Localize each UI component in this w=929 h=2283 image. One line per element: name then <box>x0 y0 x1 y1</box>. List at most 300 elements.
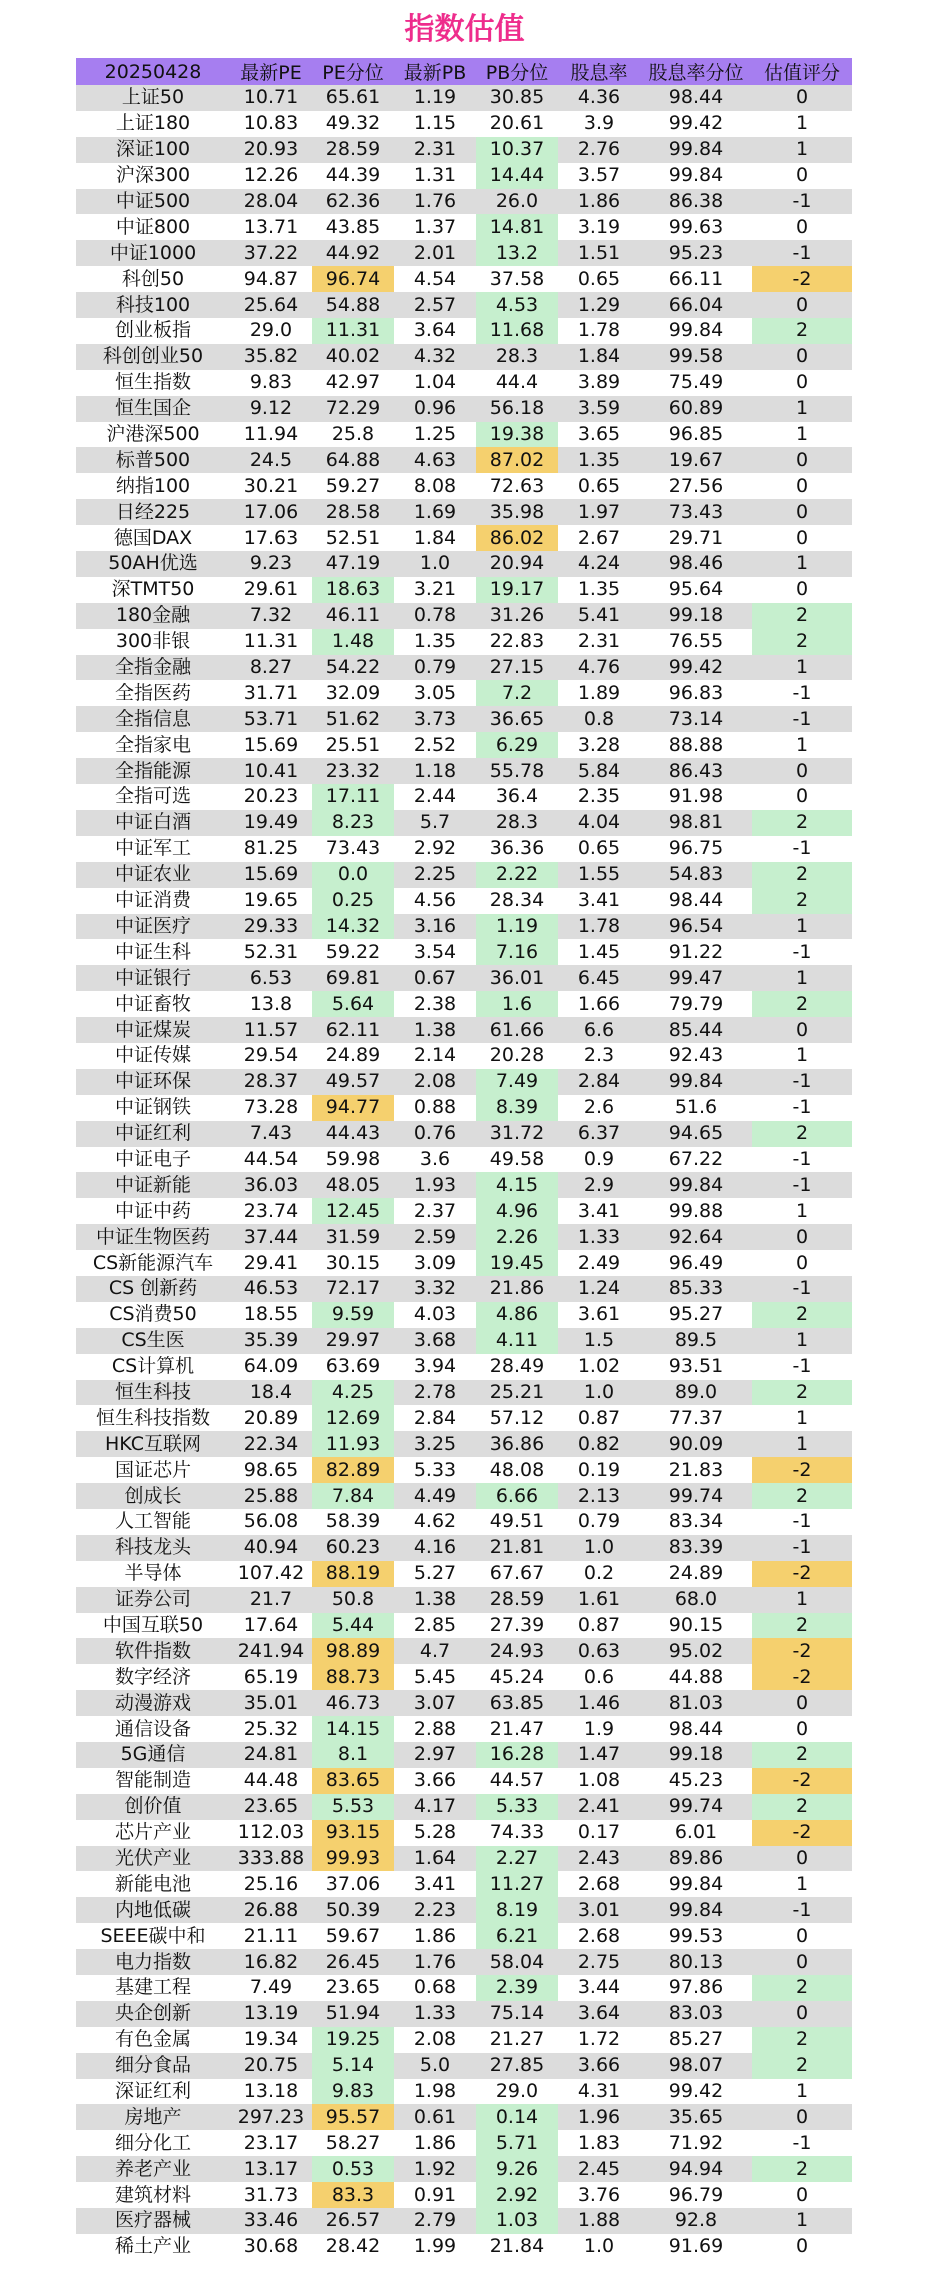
cell-latest-pe: 24.81 <box>230 1742 312 1768</box>
cell-index-name: 中证消费 <box>76 888 230 914</box>
cell-latest-pb: 4.54 <box>394 266 476 292</box>
cell-latest-pb: 2.97 <box>394 1742 476 1768</box>
cell-dividend-yield: 3.01 <box>558 1897 640 1923</box>
cell-pe-percentile: 8.23 <box>312 810 394 836</box>
cell-dividend-yield: 2.35 <box>558 784 640 810</box>
cell-dividend-yield: 3.44 <box>558 1975 640 2001</box>
cell-pb-percentile: 27.85 <box>476 2053 558 2079</box>
cell-valuation-score: 2 <box>752 862 852 888</box>
cell-pb-percentile: 8.19 <box>476 1897 558 1923</box>
cell-valuation-score: -1 <box>752 939 852 965</box>
cell-dividend-yield: 2.76 <box>558 137 640 163</box>
cell-valuation-score: -1 <box>752 1354 852 1380</box>
cell-pb-percentile: 63.85 <box>476 1690 558 1716</box>
cell-valuation-score: -1 <box>752 1276 852 1302</box>
cell-latest-pe: 20.89 <box>230 1405 312 1431</box>
cell-latest-pb: 1.76 <box>394 1949 476 1975</box>
cell-latest-pe: 19.65 <box>230 888 312 914</box>
cell-dividend-percentile: 99.84 <box>640 1069 752 1095</box>
cell-pb-percentile: 13.2 <box>476 240 558 266</box>
table-row <box>76 525 852 551</box>
cell-dividend-percentile: 95.02 <box>640 1638 752 1664</box>
cell-index-name: 恒生科技 <box>76 1380 230 1406</box>
cell-dividend-percentile: 24.89 <box>640 1561 752 1587</box>
cell-index-name: 有色金属 <box>76 2027 230 2053</box>
cell-pb-percentile: 36.65 <box>476 706 558 732</box>
cell-pe-percentile: 44.39 <box>312 163 394 189</box>
cell-index-name: 细分食品 <box>76 2053 230 2079</box>
cell-pe-percentile: 40.02 <box>312 344 394 370</box>
cell-dividend-yield: 0.65 <box>558 266 640 292</box>
cell-latest-pb: 3.73 <box>394 706 476 732</box>
cell-pe-percentile: 82.89 <box>312 1457 394 1483</box>
cell-latest-pb: 4.03 <box>394 1302 476 1328</box>
table-row <box>76 888 852 914</box>
cell-pe-percentile: 99.93 <box>312 1846 394 1872</box>
table-row <box>76 85 852 111</box>
cell-valuation-score: 0 <box>752 1923 852 1949</box>
cell-index-name: 新能电池 <box>76 1871 230 1897</box>
cell-pb-percentile: 28.3 <box>476 810 558 836</box>
cell-dividend-percentile: 21.83 <box>640 1457 752 1483</box>
table-row <box>76 2027 852 2053</box>
cell-latest-pb: 1.38 <box>394 1587 476 1613</box>
table-body <box>76 85 852 2260</box>
cell-valuation-score: -2 <box>752 1561 852 1587</box>
cell-valuation-score: 0 <box>752 1224 852 1250</box>
cell-latest-pe: 10.71 <box>230 85 312 111</box>
cell-pe-percentile: 59.27 <box>312 473 394 499</box>
cell-dividend-yield: 6.37 <box>558 1121 640 1147</box>
cell-dividend-percentile: 99.88 <box>640 1198 752 1224</box>
cell-latest-pb: 2.23 <box>394 1897 476 1923</box>
cell-dividend-yield: 2.6 <box>558 1095 640 1121</box>
cell-index-name: 智能制造 <box>76 1768 230 1794</box>
cell-latest-pb: 2.01 <box>394 240 476 266</box>
cell-latest-pe: 35.82 <box>230 344 312 370</box>
cell-dividend-yield: 3.41 <box>558 1198 640 1224</box>
cell-valuation-score: 0 <box>752 2182 852 2208</box>
cell-pe-percentile: 98.89 <box>312 1638 394 1664</box>
cell-valuation-score: 0 <box>752 2104 852 2130</box>
cell-index-name: 光伏产业 <box>76 1846 230 1872</box>
table-row <box>76 344 852 370</box>
cell-pb-percentile: 28.49 <box>476 1354 558 1380</box>
cell-latest-pb: 1.38 <box>394 1017 476 1043</box>
cell-latest-pb: 2.25 <box>394 862 476 888</box>
cell-latest-pb: 2.88 <box>394 1716 476 1742</box>
cell-pb-percentile: 10.37 <box>476 137 558 163</box>
cell-dividend-yield: 1.0 <box>558 1380 640 1406</box>
table-row <box>76 1172 852 1198</box>
cell-latest-pe: 44.48 <box>230 1768 312 1794</box>
cell-pe-percentile: 28.59 <box>312 137 394 163</box>
cell-dividend-percentile: 90.15 <box>640 1613 752 1639</box>
cell-index-name: 中证1000 <box>76 240 230 266</box>
cell-latest-pe: 29.33 <box>230 914 312 940</box>
cell-dividend-percentile: 99.42 <box>640 2079 752 2105</box>
cell-pb-percentile: 36.36 <box>476 836 558 862</box>
cell-dividend-percentile: 86.43 <box>640 758 752 784</box>
cell-index-name: 300非银 <box>76 629 230 655</box>
cell-dividend-yield: 2.45 <box>558 2156 640 2182</box>
cell-dividend-percentile: 95.23 <box>640 240 752 266</box>
cell-pb-percentile: 35.98 <box>476 499 558 525</box>
cell-dividend-percentile: 27.56 <box>640 473 752 499</box>
table-row <box>76 1069 852 1095</box>
table-row <box>76 1276 852 1302</box>
cell-dividend-yield: 1.08 <box>558 1768 640 1794</box>
cell-pb-percentile: 29.0 <box>476 2079 558 2105</box>
cell-dividend-yield: 2.41 <box>558 1794 640 1820</box>
cell-index-name: 中证电子 <box>76 1147 230 1173</box>
cell-latest-pe: 107.42 <box>230 1561 312 1587</box>
cell-pe-percentile: 5.14 <box>312 2053 394 2079</box>
cell-index-name: 半导体 <box>76 1561 230 1587</box>
cell-dividend-percentile: 44.88 <box>640 1664 752 1690</box>
cell-pe-percentile: 62.11 <box>312 1017 394 1043</box>
cell-latest-pe: 10.41 <box>230 758 312 784</box>
cell-pe-percentile: 54.22 <box>312 655 394 681</box>
cell-latest-pe: 23.17 <box>230 2130 312 2156</box>
cell-pe-percentile: 11.93 <box>312 1431 394 1457</box>
cell-valuation-score: 1 <box>752 2079 852 2105</box>
cell-pe-percentile: 62.36 <box>312 189 394 215</box>
cell-dividend-yield: 0.87 <box>558 1613 640 1639</box>
table-row <box>76 2053 852 2079</box>
cell-index-name: 上证180 <box>76 111 230 137</box>
cell-pe-percentile: 9.83 <box>312 2079 394 2105</box>
cell-dividend-yield: 0.6 <box>558 1664 640 1690</box>
cell-dividend-percentile: 89.86 <box>640 1846 752 1872</box>
cell-latest-pe: 10.83 <box>230 111 312 137</box>
cell-latest-pe: 23.74 <box>230 1198 312 1224</box>
table-row <box>76 214 852 240</box>
cell-valuation-score: -2 <box>752 1768 852 1794</box>
cell-pb-percentile: 21.47 <box>476 1716 558 1742</box>
table-row <box>76 2234 852 2260</box>
cell-pb-percentile: 57.12 <box>476 1405 558 1431</box>
cell-index-name: 恒生指数 <box>76 370 230 396</box>
cell-valuation-score: 2 <box>752 810 852 836</box>
cell-dividend-percentile: 67.22 <box>640 1147 752 1173</box>
table-row <box>76 1664 852 1690</box>
cell-dividend-yield: 1.9 <box>558 1716 640 1742</box>
cell-dividend-yield: 1.96 <box>558 2104 640 2130</box>
cell-index-name: 全指信息 <box>76 706 230 732</box>
cell-dividend-yield: 3.64 <box>558 2001 640 2027</box>
cell-index-name: 中证农业 <box>76 862 230 888</box>
table-row <box>76 266 852 292</box>
cell-dividend-yield: 2.9 <box>558 1172 640 1198</box>
cell-latest-pb: 1.18 <box>394 758 476 784</box>
table-row <box>76 1354 852 1380</box>
table-row <box>76 810 852 836</box>
cell-dividend-percentile: 99.58 <box>640 344 752 370</box>
cell-latest-pb: 2.92 <box>394 836 476 862</box>
cell-pb-percentile: 16.28 <box>476 1742 558 1768</box>
cell-valuation-score: 0 <box>752 1690 852 1716</box>
cell-valuation-score: -1 <box>752 1172 852 1198</box>
cell-index-name: 软件指数 <box>76 1638 230 1664</box>
cell-index-name: 深证100 <box>76 137 230 163</box>
cell-pb-percentile: 2.22 <box>476 862 558 888</box>
cell-dividend-yield: 1.55 <box>558 862 640 888</box>
table-row <box>76 862 852 888</box>
cell-latest-pe: 25.64 <box>230 292 312 318</box>
cell-pb-percentile: 28.3 <box>476 344 558 370</box>
cell-dividend-percentile: 71.92 <box>640 2130 752 2156</box>
cell-pe-percentile: 1.48 <box>312 629 394 655</box>
table-row <box>76 965 852 991</box>
cell-dividend-percentile: 45.23 <box>640 1768 752 1794</box>
cell-pe-percentile: 8.1 <box>312 1742 394 1768</box>
cell-dividend-yield: 1.45 <box>558 939 640 965</box>
cell-pe-percentile: 29.97 <box>312 1328 394 1354</box>
cell-index-name: 医疗器械 <box>76 2208 230 2234</box>
cell-dividend-percentile: 99.84 <box>640 137 752 163</box>
cell-dividend-percentile: 54.83 <box>640 862 752 888</box>
table-row <box>76 939 852 965</box>
table-row <box>76 784 852 810</box>
cell-pb-percentile: 1.6 <box>476 991 558 1017</box>
cell-latest-pe: 30.68 <box>230 2234 312 2260</box>
table-row <box>76 1095 852 1121</box>
cell-latest-pe: 11.94 <box>230 422 312 448</box>
cell-pb-percentile: 4.15 <box>476 1172 558 1198</box>
cell-dividend-percentile: 68.0 <box>640 1587 752 1613</box>
cell-dividend-yield: 0.19 <box>558 1457 640 1483</box>
cell-dividend-percentile: 60.89 <box>640 396 752 422</box>
cell-pe-percentile: 14.32 <box>312 914 394 940</box>
cell-pe-percentile: 95.57 <box>312 2104 394 2130</box>
cell-pb-percentile: 31.72 <box>476 1121 558 1147</box>
cell-valuation-score: 0 <box>752 447 852 473</box>
cell-latest-pe: 56.08 <box>230 1509 312 1535</box>
table-row <box>76 655 852 681</box>
cell-pe-percentile: 30.15 <box>312 1250 394 1276</box>
cell-latest-pe: 7.49 <box>230 1975 312 2001</box>
cell-dividend-percentile: 98.07 <box>640 2053 752 2079</box>
cell-latest-pb: 4.32 <box>394 344 476 370</box>
cell-latest-pb: 8.08 <box>394 473 476 499</box>
cell-valuation-score: -1 <box>752 836 852 862</box>
cell-pe-percentile: 46.11 <box>312 603 394 629</box>
cell-latest-pb: 5.33 <box>394 1457 476 1483</box>
cell-latest-pb: 1.15 <box>394 111 476 137</box>
cell-latest-pe: 35.01 <box>230 1690 312 1716</box>
cell-valuation-score: 2 <box>752 1380 852 1406</box>
cell-dividend-yield: 2.75 <box>558 1949 640 1975</box>
cell-index-name: 创价值 <box>76 1794 230 1820</box>
cell-latest-pb: 3.25 <box>394 1431 476 1457</box>
cell-index-name: 央企创新 <box>76 2001 230 2027</box>
cell-pe-percentile: 4.25 <box>312 1380 394 1406</box>
cell-dividend-yield: 3.65 <box>558 422 640 448</box>
table-row <box>76 1483 852 1509</box>
table-row <box>76 758 852 784</box>
cell-dividend-percentile: 99.74 <box>640 1794 752 1820</box>
cell-dividend-percentile: 98.44 <box>640 85 752 111</box>
cell-index-name: 数字经济 <box>76 1664 230 1690</box>
cell-latest-pe: 29.61 <box>230 577 312 603</box>
cell-latest-pe: 73.28 <box>230 1095 312 1121</box>
cell-valuation-score: 0 <box>752 214 852 240</box>
cell-latest-pe: 24.5 <box>230 447 312 473</box>
table-row <box>76 111 852 137</box>
cell-pe-percentile: 69.81 <box>312 965 394 991</box>
cell-index-name: 科创创业50 <box>76 344 230 370</box>
cell-pe-percentile: 9.59 <box>312 1302 394 1328</box>
cell-pe-percentile: 73.43 <box>312 836 394 862</box>
cell-latest-pb: 1.25 <box>394 422 476 448</box>
cell-latest-pb: 0.91 <box>394 2182 476 2208</box>
cell-index-name: CS消费50 <box>76 1302 230 1328</box>
cell-latest-pe: 13.71 <box>230 214 312 240</box>
cell-latest-pb: 2.79 <box>394 2208 476 2234</box>
cell-index-name: 中证中药 <box>76 1198 230 1224</box>
cell-pe-percentile: 50.8 <box>312 1587 394 1613</box>
cell-latest-pb: 1.37 <box>394 214 476 240</box>
table-row <box>76 1949 852 1975</box>
cell-latest-pe: 7.32 <box>230 603 312 629</box>
cell-pe-percentile: 44.92 <box>312 240 394 266</box>
cell-valuation-score: 0 <box>752 163 852 189</box>
cell-dividend-percentile: 97.86 <box>640 1975 752 2001</box>
cell-index-name: 中国互联50 <box>76 1613 230 1639</box>
cell-latest-pb: 3.32 <box>394 1276 476 1302</box>
cell-latest-pe: 25.16 <box>230 1871 312 1897</box>
cell-pe-percentile: 28.42 <box>312 2234 394 2260</box>
cell-pe-percentile: 43.85 <box>312 214 394 240</box>
cell-dividend-yield: 0.2 <box>558 1561 640 1587</box>
cell-pe-percentile: 49.57 <box>312 1069 394 1095</box>
cell-dividend-percentile: 96.75 <box>640 836 752 862</box>
header-valuation-score: 估值评分 <box>752 58 852 85</box>
cell-latest-pb: 2.08 <box>394 1069 476 1095</box>
cell-pb-percentile: 2.92 <box>476 2182 558 2208</box>
cell-pe-percentile: 88.19 <box>312 1561 394 1587</box>
cell-index-name: 上证50 <box>76 85 230 111</box>
cell-dividend-percentile: 98.46 <box>640 551 752 577</box>
table-row <box>76 163 852 189</box>
cell-pe-percentile: 28.58 <box>312 499 394 525</box>
cell-pe-percentile: 25.51 <box>312 732 394 758</box>
cell-latest-pb: 1.69 <box>394 499 476 525</box>
cell-dividend-yield: 4.24 <box>558 551 640 577</box>
cell-index-name: 科技龙头 <box>76 1535 230 1561</box>
cell-pb-percentile: 44.57 <box>476 1768 558 1794</box>
cell-valuation-score: 1 <box>752 1871 852 1897</box>
cell-latest-pe: 53.71 <box>230 706 312 732</box>
cell-pe-percentile: 5.64 <box>312 991 394 1017</box>
cell-index-name: 人工智能 <box>76 1509 230 1535</box>
cell-pb-percentile: 27.15 <box>476 655 558 681</box>
cell-latest-pb: 4.7 <box>394 1638 476 1664</box>
cell-latest-pe: 36.03 <box>230 1172 312 1198</box>
cell-dividend-yield: 0.79 <box>558 1509 640 1535</box>
cell-pb-percentile: 19.45 <box>476 1250 558 1276</box>
cell-latest-pb: 3.66 <box>394 1768 476 1794</box>
cell-pb-percentile: 4.86 <box>476 1302 558 1328</box>
cell-valuation-score: 0 <box>752 370 852 396</box>
cell-latest-pe: 25.88 <box>230 1483 312 1509</box>
cell-latest-pe: 333.88 <box>230 1846 312 1872</box>
cell-pb-percentile: 28.59 <box>476 1587 558 1613</box>
cell-dividend-percentile: 66.11 <box>640 266 752 292</box>
cell-latest-pe: 23.65 <box>230 1794 312 1820</box>
cell-valuation-score: 1 <box>752 2208 852 2234</box>
cell-valuation-score: 0 <box>752 292 852 318</box>
cell-dividend-yield: 1.0 <box>558 1535 640 1561</box>
cell-pe-percentile: 26.57 <box>312 2208 394 2234</box>
cell-dividend-percentile: 95.64 <box>640 577 752 603</box>
cell-latest-pe: 11.31 <box>230 629 312 655</box>
cell-pb-percentile: 36.86 <box>476 1431 558 1457</box>
cell-valuation-score: 1 <box>752 111 852 137</box>
cell-index-name: 创业板指 <box>76 318 230 344</box>
cell-pe-percentile: 46.73 <box>312 1690 394 1716</box>
table-row <box>76 2079 852 2105</box>
cell-index-name: 中证生科 <box>76 939 230 965</box>
cell-latest-pb: 0.96 <box>394 396 476 422</box>
cell-index-name: 中证银行 <box>76 965 230 991</box>
cell-latest-pb: 0.88 <box>394 1095 476 1121</box>
cell-dividend-percentile: 96.83 <box>640 680 752 706</box>
table-row <box>76 1198 852 1224</box>
cell-index-name: 科技100 <box>76 292 230 318</box>
cell-valuation-score: 1 <box>752 655 852 681</box>
cell-dividend-percentile: 98.44 <box>640 1716 752 1742</box>
cell-latest-pb: 1.76 <box>394 189 476 215</box>
cell-latest-pb: 3.05 <box>394 680 476 706</box>
table-row <box>76 1690 852 1716</box>
cell-pe-percentile: 24.89 <box>312 1043 394 1069</box>
cell-index-name: 科创50 <box>76 266 230 292</box>
valuation-table <box>76 58 852 2260</box>
cell-dividend-percentile: 51.6 <box>640 1095 752 1121</box>
table-row <box>76 836 852 862</box>
cell-valuation-score: 1 <box>752 1328 852 1354</box>
table-row <box>76 1380 852 1406</box>
cell-pb-percentile: 48.08 <box>476 1457 558 1483</box>
cell-latest-pe: 35.39 <box>230 1328 312 1354</box>
cell-latest-pb: 2.31 <box>394 137 476 163</box>
cell-valuation-score: -1 <box>752 1095 852 1121</box>
table-row <box>76 1017 852 1043</box>
cell-index-name: 养老产业 <box>76 2156 230 2182</box>
cell-dividend-yield: 0.87 <box>558 1405 640 1431</box>
table-row <box>76 1871 852 1897</box>
cell-pe-percentile: 60.23 <box>312 1535 394 1561</box>
cell-dividend-yield: 3.61 <box>558 1302 640 1328</box>
cell-dividend-percentile: 35.65 <box>640 2104 752 2130</box>
cell-latest-pe: 17.06 <box>230 499 312 525</box>
cell-latest-pb: 3.07 <box>394 1690 476 1716</box>
cell-pb-percentile: 6.21 <box>476 1923 558 1949</box>
cell-pe-percentile: 12.45 <box>312 1198 394 1224</box>
cell-dividend-percentile: 96.79 <box>640 2182 752 2208</box>
cell-valuation-score: 2 <box>752 2053 852 2079</box>
table-row <box>76 1250 852 1276</box>
cell-valuation-score: 2 <box>752 2027 852 2053</box>
cell-dividend-percentile: 99.53 <box>640 1923 752 1949</box>
cell-index-name: CS计算机 <box>76 1354 230 1380</box>
cell-pb-percentile: 45.24 <box>476 1664 558 1690</box>
cell-index-name: 纳指100 <box>76 473 230 499</box>
table-row <box>76 1716 852 1742</box>
cell-dividend-yield: 0.9 <box>558 1147 640 1173</box>
